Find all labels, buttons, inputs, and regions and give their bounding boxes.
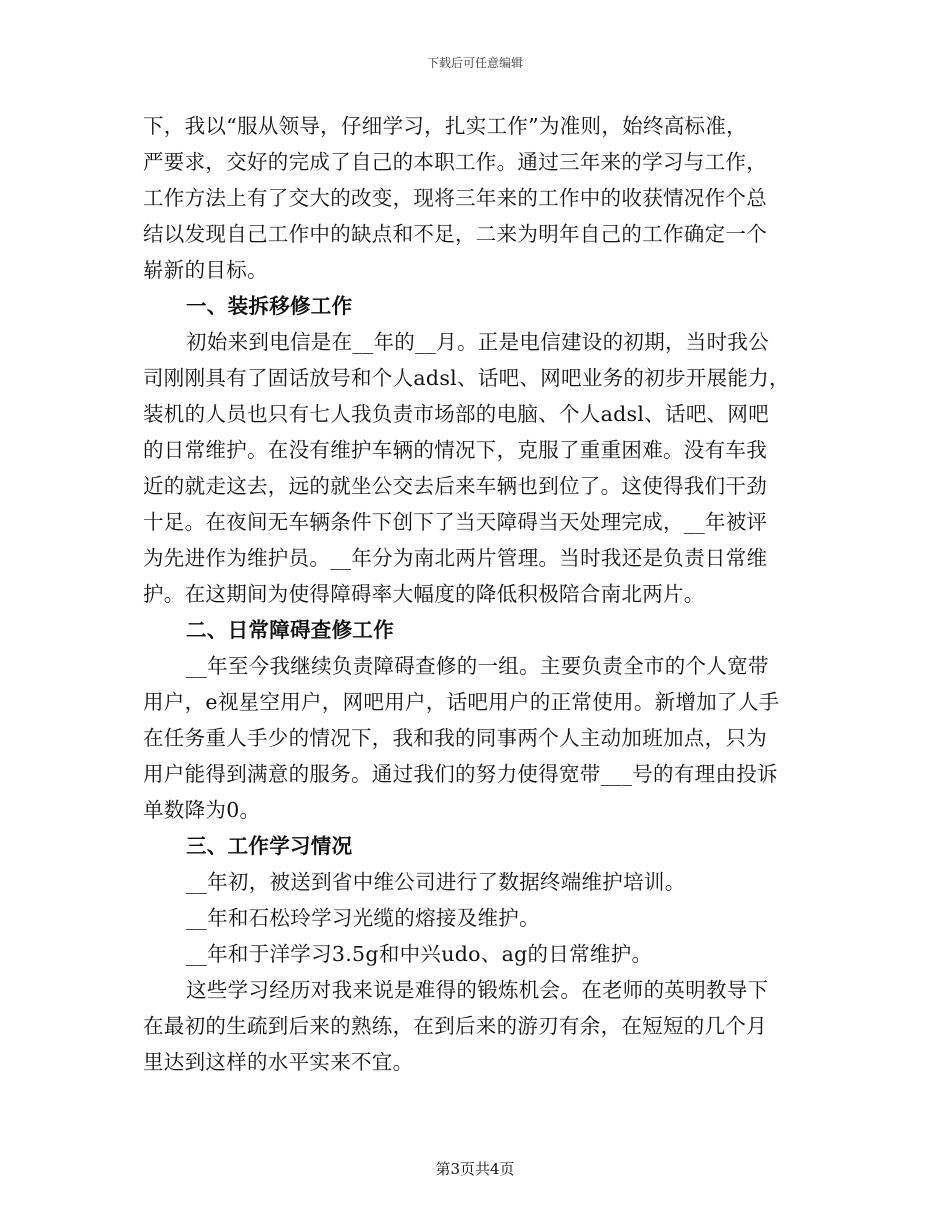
text-line: 里达到这样的水平实来不宜。 bbox=[143, 1050, 414, 1074]
text-line: 装机的人员也只有七人我负责市场部的电脑、个人adsl、话吧、网吧 bbox=[143, 402, 770, 426]
section-heading: 二、日常障碍查修工作 bbox=[186, 618, 394, 642]
text-line: 用户能得到满意的服务。通过我们的努力使得宽带___号的有理由投诉 bbox=[143, 762, 778, 786]
text-line: 这些学习经历对我来说是难得的锻炼机会。在老师的英明教导下 bbox=[186, 978, 769, 1002]
text-line: 为先进作为维护员。__年分为南北两片管理。当时我还是负责日常维 bbox=[143, 546, 768, 570]
text-line: 近的就走这去，远的就坐公交去后来车辆也到位了。这使得我们干劲 bbox=[143, 474, 767, 498]
page-number: 第3页共4页 bbox=[435, 1160, 515, 1178]
page-header: 下载后可任意编辑 bbox=[426, 56, 523, 70]
text-line: 结以发现自己工作中的缺点和不足，二来为明年自己的工作确定一个 bbox=[143, 222, 767, 246]
text-line: 在任务重人手少的情况下，我和我的同事两个人主动加班加点，只为 bbox=[143, 726, 767, 750]
text-line: 崭新的目标。 bbox=[143, 258, 268, 282]
text-line: __年和于洋学习3.5g和中兴udo、ag的日常维护。 bbox=[186, 942, 653, 966]
text-line: 下，我以“服从领导，仔细学习，扎实工作”为准则，始终高标准， bbox=[143, 114, 747, 138]
text-line: 初始来到电信是在__年的__月。正是电信建设的初期，当时我公 bbox=[186, 330, 769, 354]
text-line: 的日常维护。在没有维护车辆的情况下，克服了重重困难。没有车我 bbox=[143, 438, 767, 462]
text-line: __年初，被送到省中维公司进行了数据终端维护培训。 bbox=[186, 870, 686, 894]
text-line: 用户，e视星空用户，网吧用户，话吧用户的正常使用。新增加了人手 bbox=[143, 690, 780, 714]
section-heading: 三、工作学习情况 bbox=[186, 834, 353, 858]
text-line: __年和石松玲学习光缆的熔接及维护。 bbox=[186, 906, 540, 930]
text-line: 工作方法上有了交大的改变，现将三年来的工作中的收获情况作个总 bbox=[143, 186, 767, 210]
text-line: 司刚刚具有了固话放号和个人adsl、话吧、网吧业务的初步开展能力， bbox=[143, 366, 790, 390]
text-line: 严要求，交好的完成了自己的本职工作。通过三年来的学习与工作， bbox=[143, 150, 767, 174]
text-line: 在最初的生疏到后来的熟练，在到后来的游刃有余，在短短的几个月 bbox=[143, 1014, 767, 1038]
section-heading: 一、装拆移修工作 bbox=[186, 294, 353, 318]
document-body bbox=[143, 108, 808, 1080]
text-line: 十足。在夜间无车辆条件下创下了当天障碍当天处理完成，__年被评 bbox=[143, 510, 768, 534]
text-line: 单数降为0。 bbox=[143, 798, 261, 822]
text-line: __年至今我继续负责障碍查修的一组。主要负责全市的个人宽带 bbox=[186, 654, 769, 678]
text-line: 护。在这期间为使得障碍率大幅度的降低积极陪合南北两片。 bbox=[143, 582, 705, 606]
